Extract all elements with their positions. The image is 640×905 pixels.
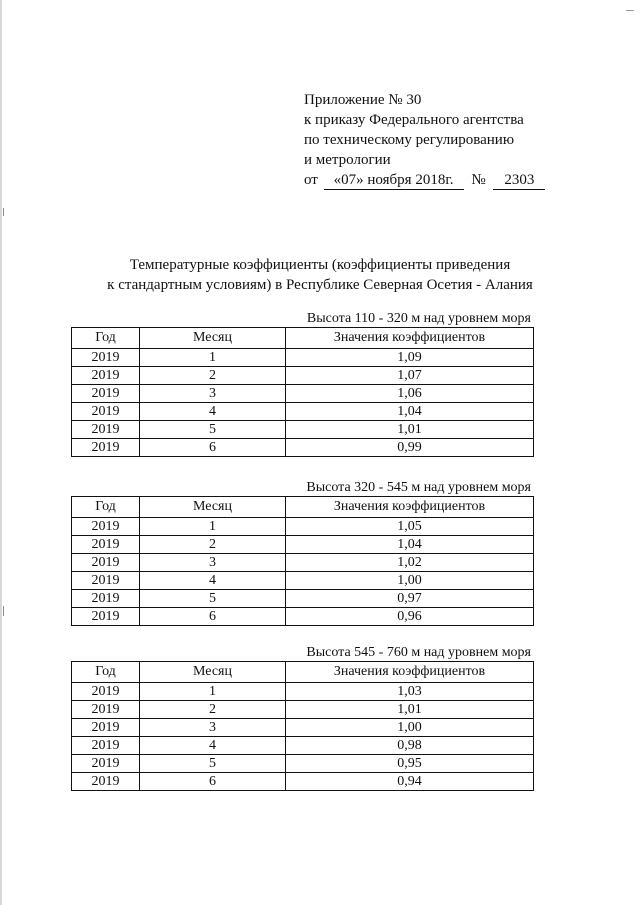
- scan-mark: [3, 606, 4, 616]
- table-row: [72, 518, 534, 536]
- table-header-row: [72, 497, 534, 518]
- table-row: [72, 572, 534, 590]
- table-row: [72, 590, 534, 608]
- coefficient-table: [71, 496, 534, 626]
- title-line: Температурные коэффициенты (коэффициенты приведения: [129, 257, 511, 273]
- scan-mark: [3, 208, 4, 216]
- coefficient-block: [71, 480, 531, 626]
- table-row: [72, 439, 534, 457]
- appendix-header: [304, 90, 545, 190]
- column-header-month: Месяц: [140, 497, 286, 518]
- cell-value: 1,03: [286, 683, 534, 701]
- order-date-line: [304, 170, 545, 190]
- cell-month: 3: [140, 554, 286, 572]
- table-header-row: [72, 328, 534, 349]
- cell-year: 2019: [72, 367, 140, 385]
- table-row: [72, 349, 534, 367]
- cell-month: 5: [140, 590, 286, 608]
- cell-value: 1,06: [286, 385, 534, 403]
- cell-year: 2019: [72, 719, 140, 737]
- cell-month: 1: [140, 683, 286, 701]
- cell-year: 2019: [72, 572, 140, 590]
- column-header-year: Год: [72, 497, 140, 518]
- column-header-value: Значения коэффициентов: [286, 328, 534, 349]
- table-row: [72, 773, 534, 791]
- table-row: [72, 608, 534, 626]
- cell-value: 1,05: [286, 518, 534, 536]
- cell-month: 3: [140, 385, 286, 403]
- cell-year: 2019: [72, 349, 140, 367]
- table-row: [72, 719, 534, 737]
- table-row: [72, 385, 534, 403]
- column-header-year: Год: [72, 328, 140, 349]
- table-header-row: [72, 662, 534, 683]
- altitude-label: Высота 320 - 545 м над уровнем моря: [306, 480, 531, 495]
- table-row: [72, 536, 534, 554]
- cell-year: 2019: [72, 439, 140, 457]
- cell-month: 4: [140, 737, 286, 755]
- cell-value: 1,07: [286, 367, 534, 385]
- cell-year: 2019: [72, 755, 140, 773]
- table-row: [72, 367, 534, 385]
- table-row: [72, 737, 534, 755]
- cell-value: 0,96: [286, 608, 534, 626]
- cell-year: 2019: [72, 518, 140, 536]
- table-row: [72, 421, 534, 439]
- table-row: [72, 683, 534, 701]
- cell-month: 5: [140, 421, 286, 439]
- cell-month: 5: [140, 755, 286, 773]
- cell-month: 4: [140, 572, 286, 590]
- cell-year: 2019: [72, 590, 140, 608]
- cell-month: 6: [140, 439, 286, 457]
- cell-month: 2: [140, 367, 286, 385]
- cell-value: 1,01: [286, 701, 534, 719]
- cell-value: 1,04: [286, 403, 534, 421]
- altitude-label: Высота 545 - 760 м над уровнем моря: [306, 645, 531, 660]
- title-line: к стандартным условиям) в Республике Северная Осетия - Алания: [107, 277, 533, 293]
- column-header-month: Месяц: [140, 662, 286, 683]
- cell-value: 1,04: [286, 536, 534, 554]
- cell-month: 6: [140, 608, 286, 626]
- column-header-value: Значения коэффициентов: [286, 497, 534, 518]
- cell-value: 1,00: [286, 719, 534, 737]
- cell-value: 0,98: [286, 737, 534, 755]
- coefficient-block: [71, 311, 531, 457]
- cell-year: 2019: [72, 701, 140, 719]
- cell-value: 1,09: [286, 349, 534, 367]
- column-header-month: Месяц: [140, 328, 286, 349]
- cell-month: 6: [140, 773, 286, 791]
- scan-mark: [626, 10, 634, 11]
- table-row: [72, 403, 534, 421]
- order-date-field: [324, 172, 464, 190]
- cell-year: 2019: [72, 403, 140, 421]
- column-header-value: Значения коэффициентов: [286, 662, 534, 683]
- cell-year: 2019: [72, 421, 140, 439]
- cell-month: 2: [140, 701, 286, 719]
- cell-year: 2019: [72, 773, 140, 791]
- cell-year: 2019: [72, 608, 140, 626]
- appendix-agency-line: по техническому регулированию: [304, 132, 515, 148]
- appendix-order-ref: к приказу Федерального агентства: [304, 112, 524, 128]
- column-header-year: Год: [72, 662, 140, 683]
- order-date: «07» ноября 2018г.: [333, 172, 454, 188]
- cell-value: 0,97: [286, 590, 534, 608]
- cell-year: 2019: [72, 737, 140, 755]
- coefficient-table: [71, 661, 534, 791]
- cell-value: 1,01: [286, 421, 534, 439]
- appendix-agency-line: и метрологии: [304, 152, 391, 168]
- order-number: 2303: [504, 172, 535, 188]
- appendix-number: Приложение № 30: [304, 92, 422, 108]
- cell-month: 2: [140, 536, 286, 554]
- table-row: [72, 554, 534, 572]
- cell-value: 1,00: [286, 572, 534, 590]
- cell-month: 3: [140, 719, 286, 737]
- document-title: [80, 255, 560, 295]
- coefficient-table: [71, 327, 534, 457]
- altitude-label: Высота 110 - 320 м над уровнем моря: [306, 311, 531, 326]
- scan-edge: [0, 0, 2, 905]
- cell-year: 2019: [72, 385, 140, 403]
- cell-year: 2019: [72, 683, 140, 701]
- order-number-label: №: [471, 172, 486, 188]
- coefficient-block: [71, 645, 531, 791]
- cell-value: 1,02: [286, 554, 534, 572]
- cell-value: 0,94: [286, 773, 534, 791]
- table-row: [72, 701, 534, 719]
- cell-year: 2019: [72, 536, 140, 554]
- cell-value: 0,99: [286, 439, 534, 457]
- cell-value: 0,95: [286, 755, 534, 773]
- cell-year: 2019: [72, 554, 140, 572]
- order-number-field: [493, 172, 545, 190]
- cell-month: 1: [140, 349, 286, 367]
- table-row: [72, 755, 534, 773]
- cell-month: 4: [140, 403, 286, 421]
- order-from-label: от: [304, 172, 318, 188]
- cell-month: 1: [140, 518, 286, 536]
